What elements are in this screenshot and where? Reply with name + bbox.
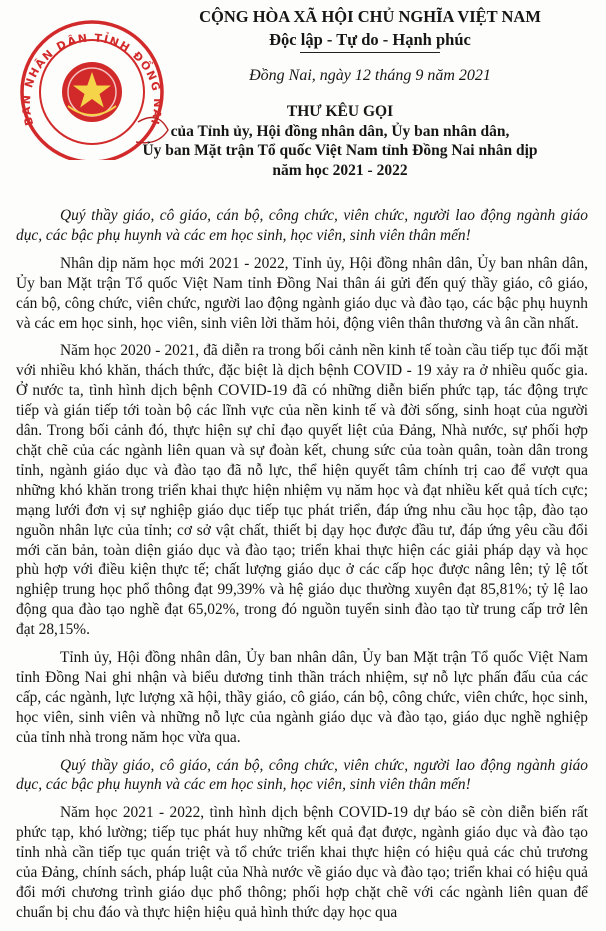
letter-heading: [90, 102, 590, 180]
national-title: CỘNG HÒA XÃ HỘI CHỦ NGHĨA VIỆT NAM: [199, 7, 541, 26]
seal-text: BAN NHÂN DÂN TỈNH ĐỒNG NAI: [19, 31, 165, 128]
salutation: Quý thầy giáo, cô giáo, cán bộ, công chức, viên chức, người lao động ngành giáo dục, các bậc phụ huynh và các em học sinh, học viên, sinh viên thân mến!: [16, 207, 588, 244]
letter-subtitle-line: Ủy ban Mặt trận Tổ quốc Việt Nam tỉnh Đồng Nai nhân dịp: [142, 142, 538, 160]
body-paragraph: Năm học 2020 - 2021, đã diễn ra trong bối cảnh nền kinh tế toàn cầu tiếp tục đối mặt với nhiều khó khăn, thách thức, đặc biệt là dịch bệnh COVID - 19 xảy ra ở nhiều quốc gia. Ở nước ta, tình hình dịch bệnh COVID-19 đã có những diễn biến phức tạp, tác động trực tiếp và gián tiếp tới toàn bộ các lĩnh vực của nền kinh tế và đời sống, sinh hoạt của người dân. Trong bối cảnh đó, thực hiện sự chỉ đạo quyết liệt của Đảng, Nhà nước, sự phối hợp chặt chẽ của các ngành liên quan và sự đoàn kết, chung sức của toàn quân, toàn dân trong tỉnh, ngành giáo dục và đào tạo đã nỗ lực, thể hiện quyết tâm chính trị cao để vượt qua những khó khăn trong triển khai thực hiện nhiệm vụ năm học và đạt nhiều kết quả tích cực; mạng lưới đơn vị sự nghiệp giáo dục tiếp tục phát triển, đáp ứng nhu cầu học tập, đào tạo nguồn nhân lực của tỉnh; cơ sở vật chất, thiết bị dạy học được đầu tư, đáp ứng yêu cầu đổi mới căn bản, toàn diện giáo dục và đào tạo; triển khai thực hiện các giải pháp dạy và học phù hợp với điều kiện thực tế; chất lượng giáo dục ở các cấp học được nâng lên; tỷ lệ tốt nghiệp trung học phổ thông đạt 99,39% và hệ giáo dục thường xuyên đạt 85,81%; tỷ lệ lao động qua đào tạo nghề đạt 65,02%, trong đó nguồn tuyển sinh đào tạo từ trung cấp trở lên đạt 28,15%.: [16, 342, 588, 639]
letter-title: THƯ KÊU GỌI: [286, 103, 394, 120]
national-motto: Độc lập - Tự do - Hạnh phúc: [269, 30, 471, 49]
motto-underline: [300, 52, 440, 53]
place-date: Đồng Nai, ngày 12 tháng 9 năm 2021: [249, 67, 491, 84]
letter-subtitle-line: của Tỉnh ủy, Hội đồng nhân dân, Ủy ban nhân dân,: [170, 122, 510, 140]
letter-body: [16, 206, 588, 931]
letter-subtitle-line: năm học 2021 - 2022: [272, 161, 408, 179]
salutation: Quý thầy giáo, cô giáo, cán bộ, công chức, viên chức, người lao động ngành giáo dục, các bậc phụ huynh và các em học sinh, học viên, sinh viên thân mến!: [16, 756, 588, 794]
body-paragraph: Nhân dịp năm học mới 2021 - 2022, Tỉnh ủy, Hội đồng nhân dân, Ủy ban nhân dân, Ủy ban Mặt trận Tổ quốc Việt Nam tỉnh Đồng Nai thân ái gửi đến quý thầy giáo, cô giáo, cán bộ, công chức, viên chức, người lao động ngành giáo dục và đào tạo, các bậc phụ huynh và các em học sinh, học viên, sinh viên lời thăm hỏi, động viên thân thương và ân cần nhất.: [16, 254, 588, 332]
body-paragraph: Tỉnh ủy, Hội đồng nhân dân, Ủy ban nhân dân, Ủy ban Mặt trận Tổ quốc Việt Nam tỉnh Đồng Nai ghi nhận và biểu dương tinh thần trách nhiệm, sự nỗ lực phấn đấu của các cấp, các ngành, lực lượng xã hội, thầy giáo, cô giáo, cán bộ, công chức, viên chức, học sinh, học viên, sinh viên và những nỗ lực của ngành giáo dục và đào tạo, giáo dục nghề nghiệp của tỉnh nhà trong năm học vừa qua.: [16, 649, 588, 746]
body-paragraph: Năm học 2021 - 2022, tình hình dịch bệnh COVID-19 dự báo sẽ còn diễn biến rất phức tạp, khó lường; tiếp tục phát huy những kết quả đạt được, ngành giáo dục và đào tạo tỉnh nhà cần tiếp tục quán triệt và tổ chức triển khai thực hiện có hiệu quả các chủ trương của Đảng, chính sách, pháp luật của Nhà nước về giáo dục và đào tạo; triển khai có hiệu quả đổi mới chương trình giáo dục phổ thông; phối hợp chặt chẽ với các ngành liên quan để chuẩn bị chu đáo và thực hiện hiệu quả hình thức dạy học qua: [16, 804, 588, 921]
